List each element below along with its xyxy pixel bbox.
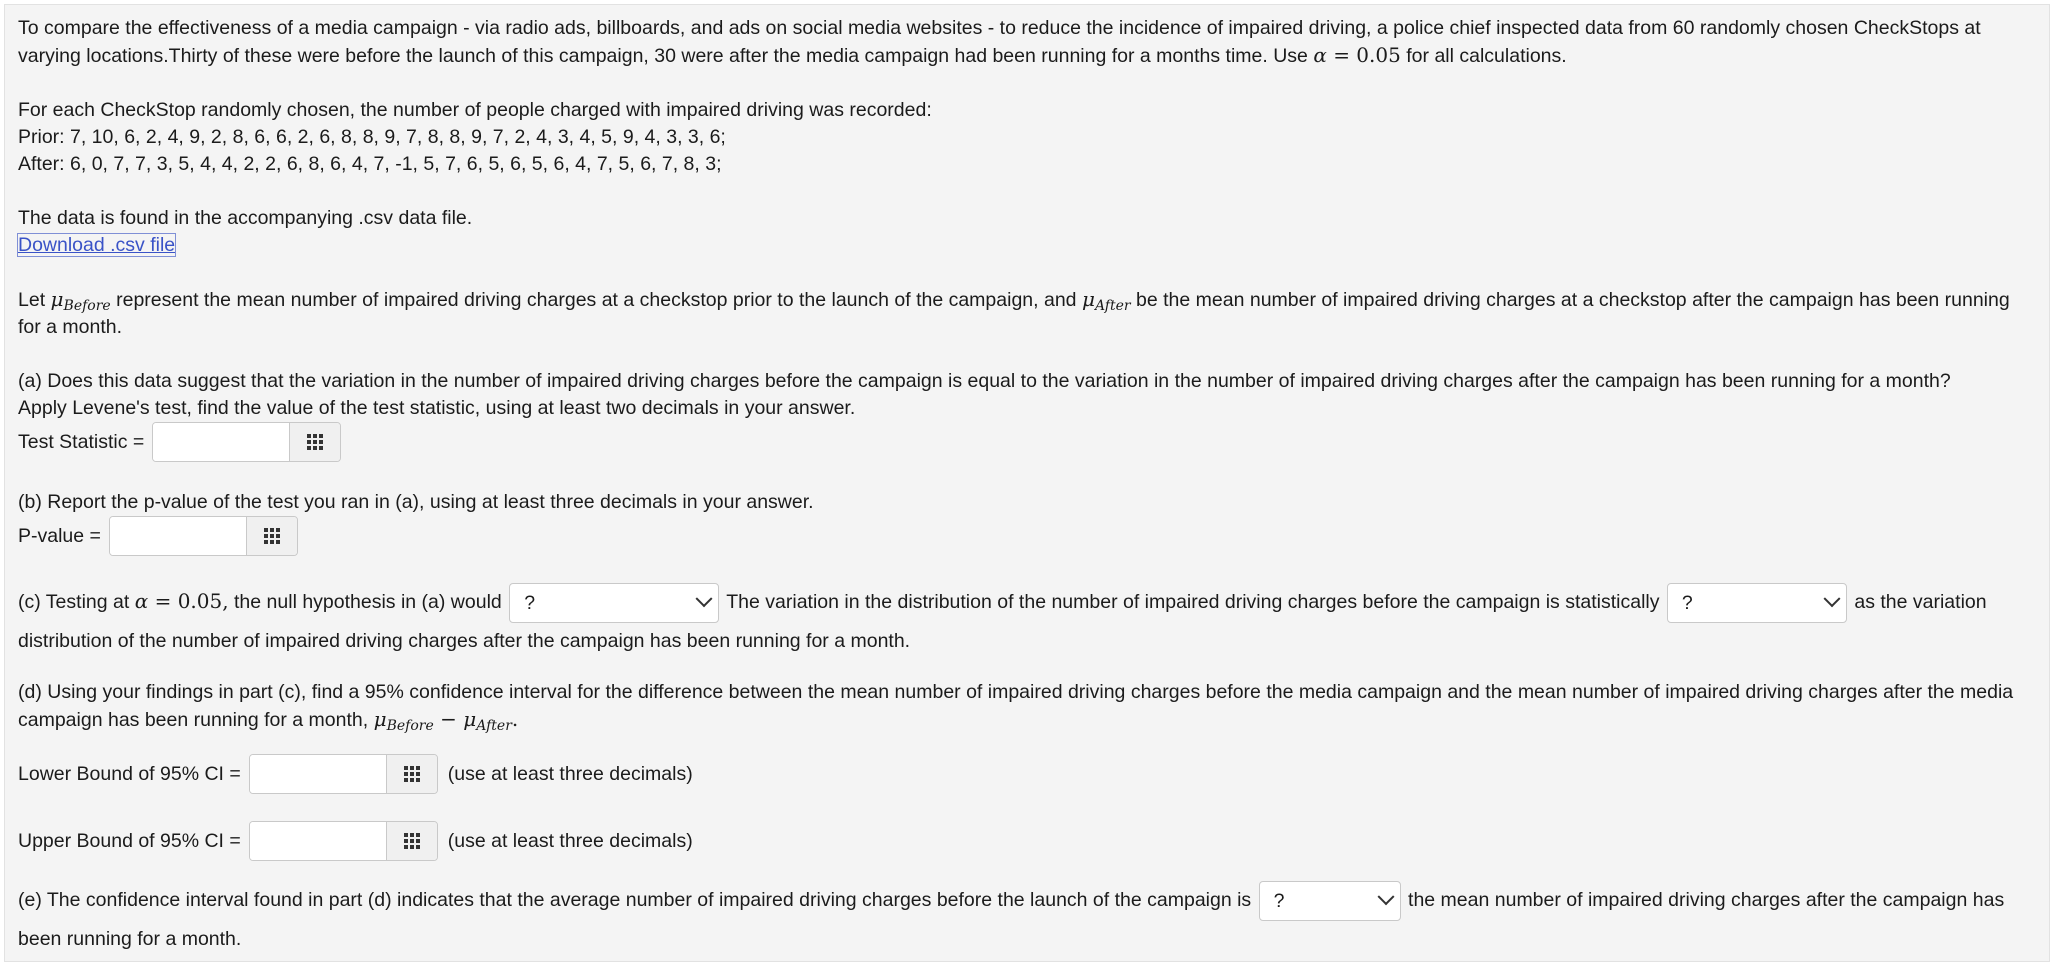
test-statistic-row [18,422,2036,462]
p-value-label: P-value = [18,524,101,547]
part-a-question: (a) Does this data suggest that the variation in the number of impaired driving charges before the campaign is equal to the variation in the number of impaired driving charges after the campaign has been running for a month? [18,370,1951,392]
lower-bound-label: Lower Bound of 95% CI = [18,762,241,785]
p-value-row [18,516,2036,556]
chevron-down-icon [696,590,713,607]
math-keypad-button[interactable] [246,517,297,555]
keypad-grid-icon [404,833,420,849]
csv-note: The data is found in the accompanying .csv data file. [18,207,473,229]
upper-bound-input[interactable] [250,822,386,860]
upper-bound-note: (use at least three decimals) [447,829,693,852]
part-b-question: (b) Report the p-value of the test you ran in (a), using at least three decimals in your answer. [18,491,814,513]
p-value-box [109,516,298,556]
data-lead: For each CheckStop randomly chosen, the number of people charged with impaired driving was recorded: [18,99,932,121]
upper-bound-row [18,821,2036,861]
part-a-instruction: Apply Levene's test, find the value of the test statistic, using at least two decimals in your answer. [18,397,856,419]
math-keypad-button[interactable] [289,423,340,461]
variation-comparison-select[interactable]: ? [1667,583,1847,623]
intro-text-end: for all calculations. [1406,45,1567,67]
keypad-grid-icon [307,434,323,450]
keypad-grid-icon [404,766,420,782]
math-keypad-button[interactable] [386,822,437,860]
lower-bound-box [249,754,438,794]
intro-text: To compare the effectiveness of a media campaign - via radio ads, billboards, and ads on social media websites - to reduce the incidence of impaired driving, a police chief inspected data from 60 randomly chosen CheckStops at varying locations.Thirty of these were before the launch of this campaign, 30 were after the media campaign had been running for a months time. Use [18,17,1981,67]
definition-paragraph: Let $\mu_{Before}$ represent the mean number of impaired driving charges at a checkstop prior to the launch of the campaign, and $\mu_{After}$ be the mean number of impaired driving charges at a checkstop after the campaign has been running for a month. [18,287,2010,338]
reject-decision-select[interactable]: ? [509,583,719,623]
test-statistic-box [152,422,341,462]
alpha-symbol: α = 0.05 [1313,43,1401,67]
alpha-symbol: α = 0.05, [134,589,229,614]
mean-comparison-select[interactable]: ? [1259,881,1401,921]
mu-before-symbol: $\mu_{Before}$ [50,287,111,314]
prior-data: Prior: 7, 10, 6, 2, 4, 9, 2, 8, 6, 6, 2, 6, 8, 8, 9, 7, 8, 8, 9, 7, 2, 4, 3, 4, 5, 9, 4, 3, 3, 6; [18,126,726,148]
lower-bound-note: (use at least three decimals) [447,762,693,785]
after-data: After: 6, 0, 7, 7, 3, 5, 4, 4, 2, 2, 6, 8, 6, 4, 7, -1, 5, 7, 6, 5, 6, 5, 6, 4, 7, 5, 6, 7, 8, 3; [18,153,722,175]
upper-bound-box [249,821,438,861]
p-value-input[interactable] [110,517,246,555]
math-keypad-button[interactable] [386,755,437,793]
chevron-down-icon [1823,590,1840,607]
lower-bound-row [18,754,2036,794]
download-csv-link[interactable]: Download .csv file [18,234,176,256]
mu-difference-expression: $\mu_{Before} - \mu_{After}$. [373,707,519,734]
test-statistic-input[interactable] [153,423,289,461]
mu-after-symbol: $\mu_{After}$ [1081,287,1131,314]
question-panel [4,4,2050,962]
lower-bound-input[interactable] [250,755,386,793]
intro-paragraph [18,15,2036,70]
keypad-grid-icon [264,528,280,544]
test-statistic-label: Test Statistic = [18,430,145,453]
part-e-statement: (e) The confidence interval found in part (d) indicates that the average number of impaired driving charges before the launch of the campaign is ? the mean number of impaired driving charges after the campaign has been running for a month. [18,881,2036,957]
part-d-question: (d) Using your findings in part (c), find a 95% confidence interval for the difference between the mean number of impaired driving charges before the media campaign and the mean number of impaired driving charges after the media campaign has been running for a month, $\mu_{Before} - \mu_{After}$. [18,681,2014,734]
part-c-statement: (c) Testing at α = 0.05, the null hypothesis in (a) would ? The variation in the distribution of the number of impaired driving charges before the campaign is statistically ? as the variation distribution of the number of impaired driving charges after the campaign has been running for a month. [18,583,2036,659]
chevron-down-icon [1377,888,1394,905]
upper-bound-label: Upper Bound of 95% CI = [18,829,241,852]
